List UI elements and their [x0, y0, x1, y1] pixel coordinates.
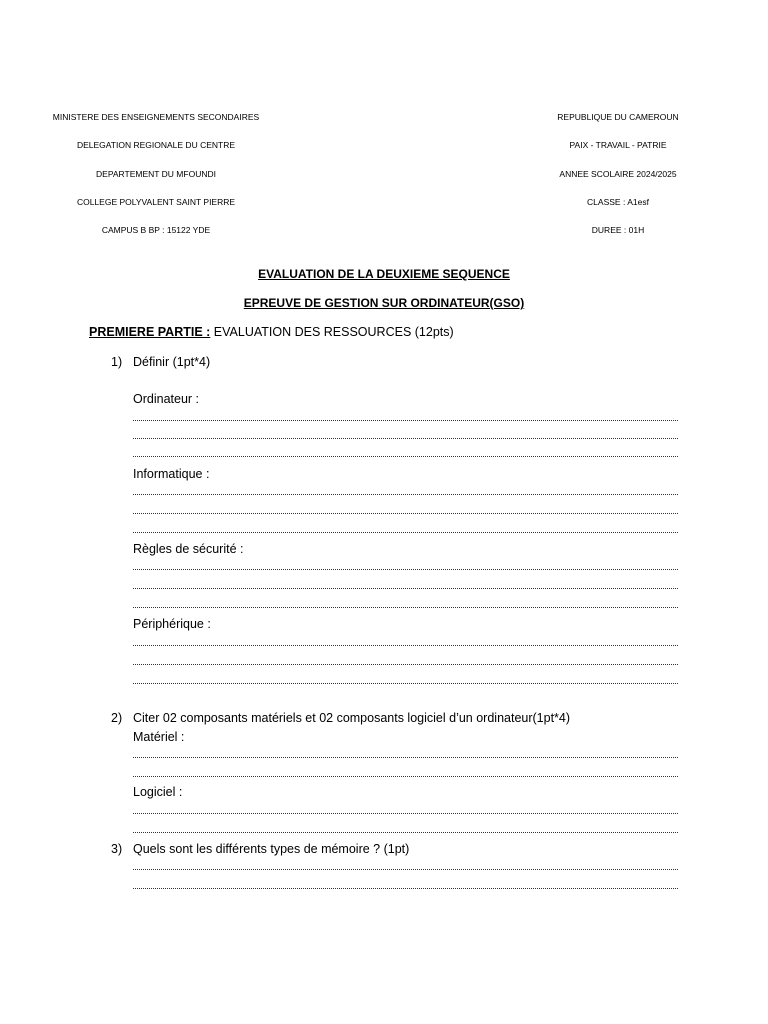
answer-line [133, 438, 678, 439]
header-department: DEPARTEMENT DU MFOUNDI [96, 169, 216, 179]
answer-line [133, 569, 678, 570]
answer-line [133, 607, 678, 608]
answer-line [133, 588, 678, 589]
answer-line [133, 645, 678, 646]
answer-line [133, 494, 678, 495]
exam-subtitle: EPREUVE DE GESTION SUR ORDINATEUR(GSO) [243, 296, 525, 310]
part-label: PREMIERE PARTIE : [89, 325, 211, 339]
header-delegation: DELEGATION REGIONALE DU CENTRE [76, 140, 236, 150]
header-school-year: ANNEE SCOLAIRE 2024/2025 [559, 169, 677, 179]
answer-line [133, 420, 678, 421]
answer-line [133, 757, 678, 758]
header-class: CLASSE : A1esf [587, 197, 649, 207]
answer-line [133, 888, 678, 889]
term-materiel: Matériel : [133, 730, 185, 744]
answer-line [133, 664, 678, 665]
question-3-text: Quels sont les différents types de mémoire ? (1pt) [133, 842, 410, 856]
answer-line [133, 532, 678, 533]
part-text: EVALUATION DES RESSOURCES (12pts) [210, 325, 454, 339]
answer-line [133, 869, 678, 870]
term-regles-securite: Règles de sécurité : [133, 542, 244, 556]
header-motto: PAIX - TRAVAIL - PATRIE [569, 140, 667, 150]
answer-line [133, 513, 678, 514]
header-ministry: MINISTERE DES ENSEIGNEMENTS SECONDAIRES [52, 112, 260, 122]
header-campus: CAMPUS B BP : 15122 YDE [101, 225, 211, 235]
question-1-text: Définir (1pt*4) [133, 355, 211, 369]
question-1-number: 1) [111, 355, 123, 369]
header-school: COLLEGE POLYVALENT SAINT PIERRE [76, 197, 236, 207]
question-2-text: Citer 02 composants matériels et 02 composants logiciel d’un ordinateur(1pt*4) [133, 711, 571, 725]
term-informatique: Informatique : [133, 467, 210, 481]
answer-line [133, 776, 678, 777]
term-peripherique: Périphérique : [133, 617, 211, 631]
exam-title: EVALUATION DE LA DEUXIEME SEQUENCE [258, 267, 510, 281]
question-3-number: 3) [111, 842, 123, 856]
answer-line [133, 813, 678, 814]
part-heading [89, 325, 454, 339]
answer-line [133, 683, 678, 684]
question-2-number: 2) [111, 711, 123, 725]
header-duration: DUREE : 01H [591, 225, 645, 235]
header-republic: REPUBLIQUE DU CAMEROUN [557, 112, 679, 122]
answer-line [133, 832, 678, 833]
answer-line [133, 456, 678, 457]
term-ordinateur: Ordinateur : [133, 392, 200, 406]
term-logiciel: Logiciel : [133, 785, 183, 799]
